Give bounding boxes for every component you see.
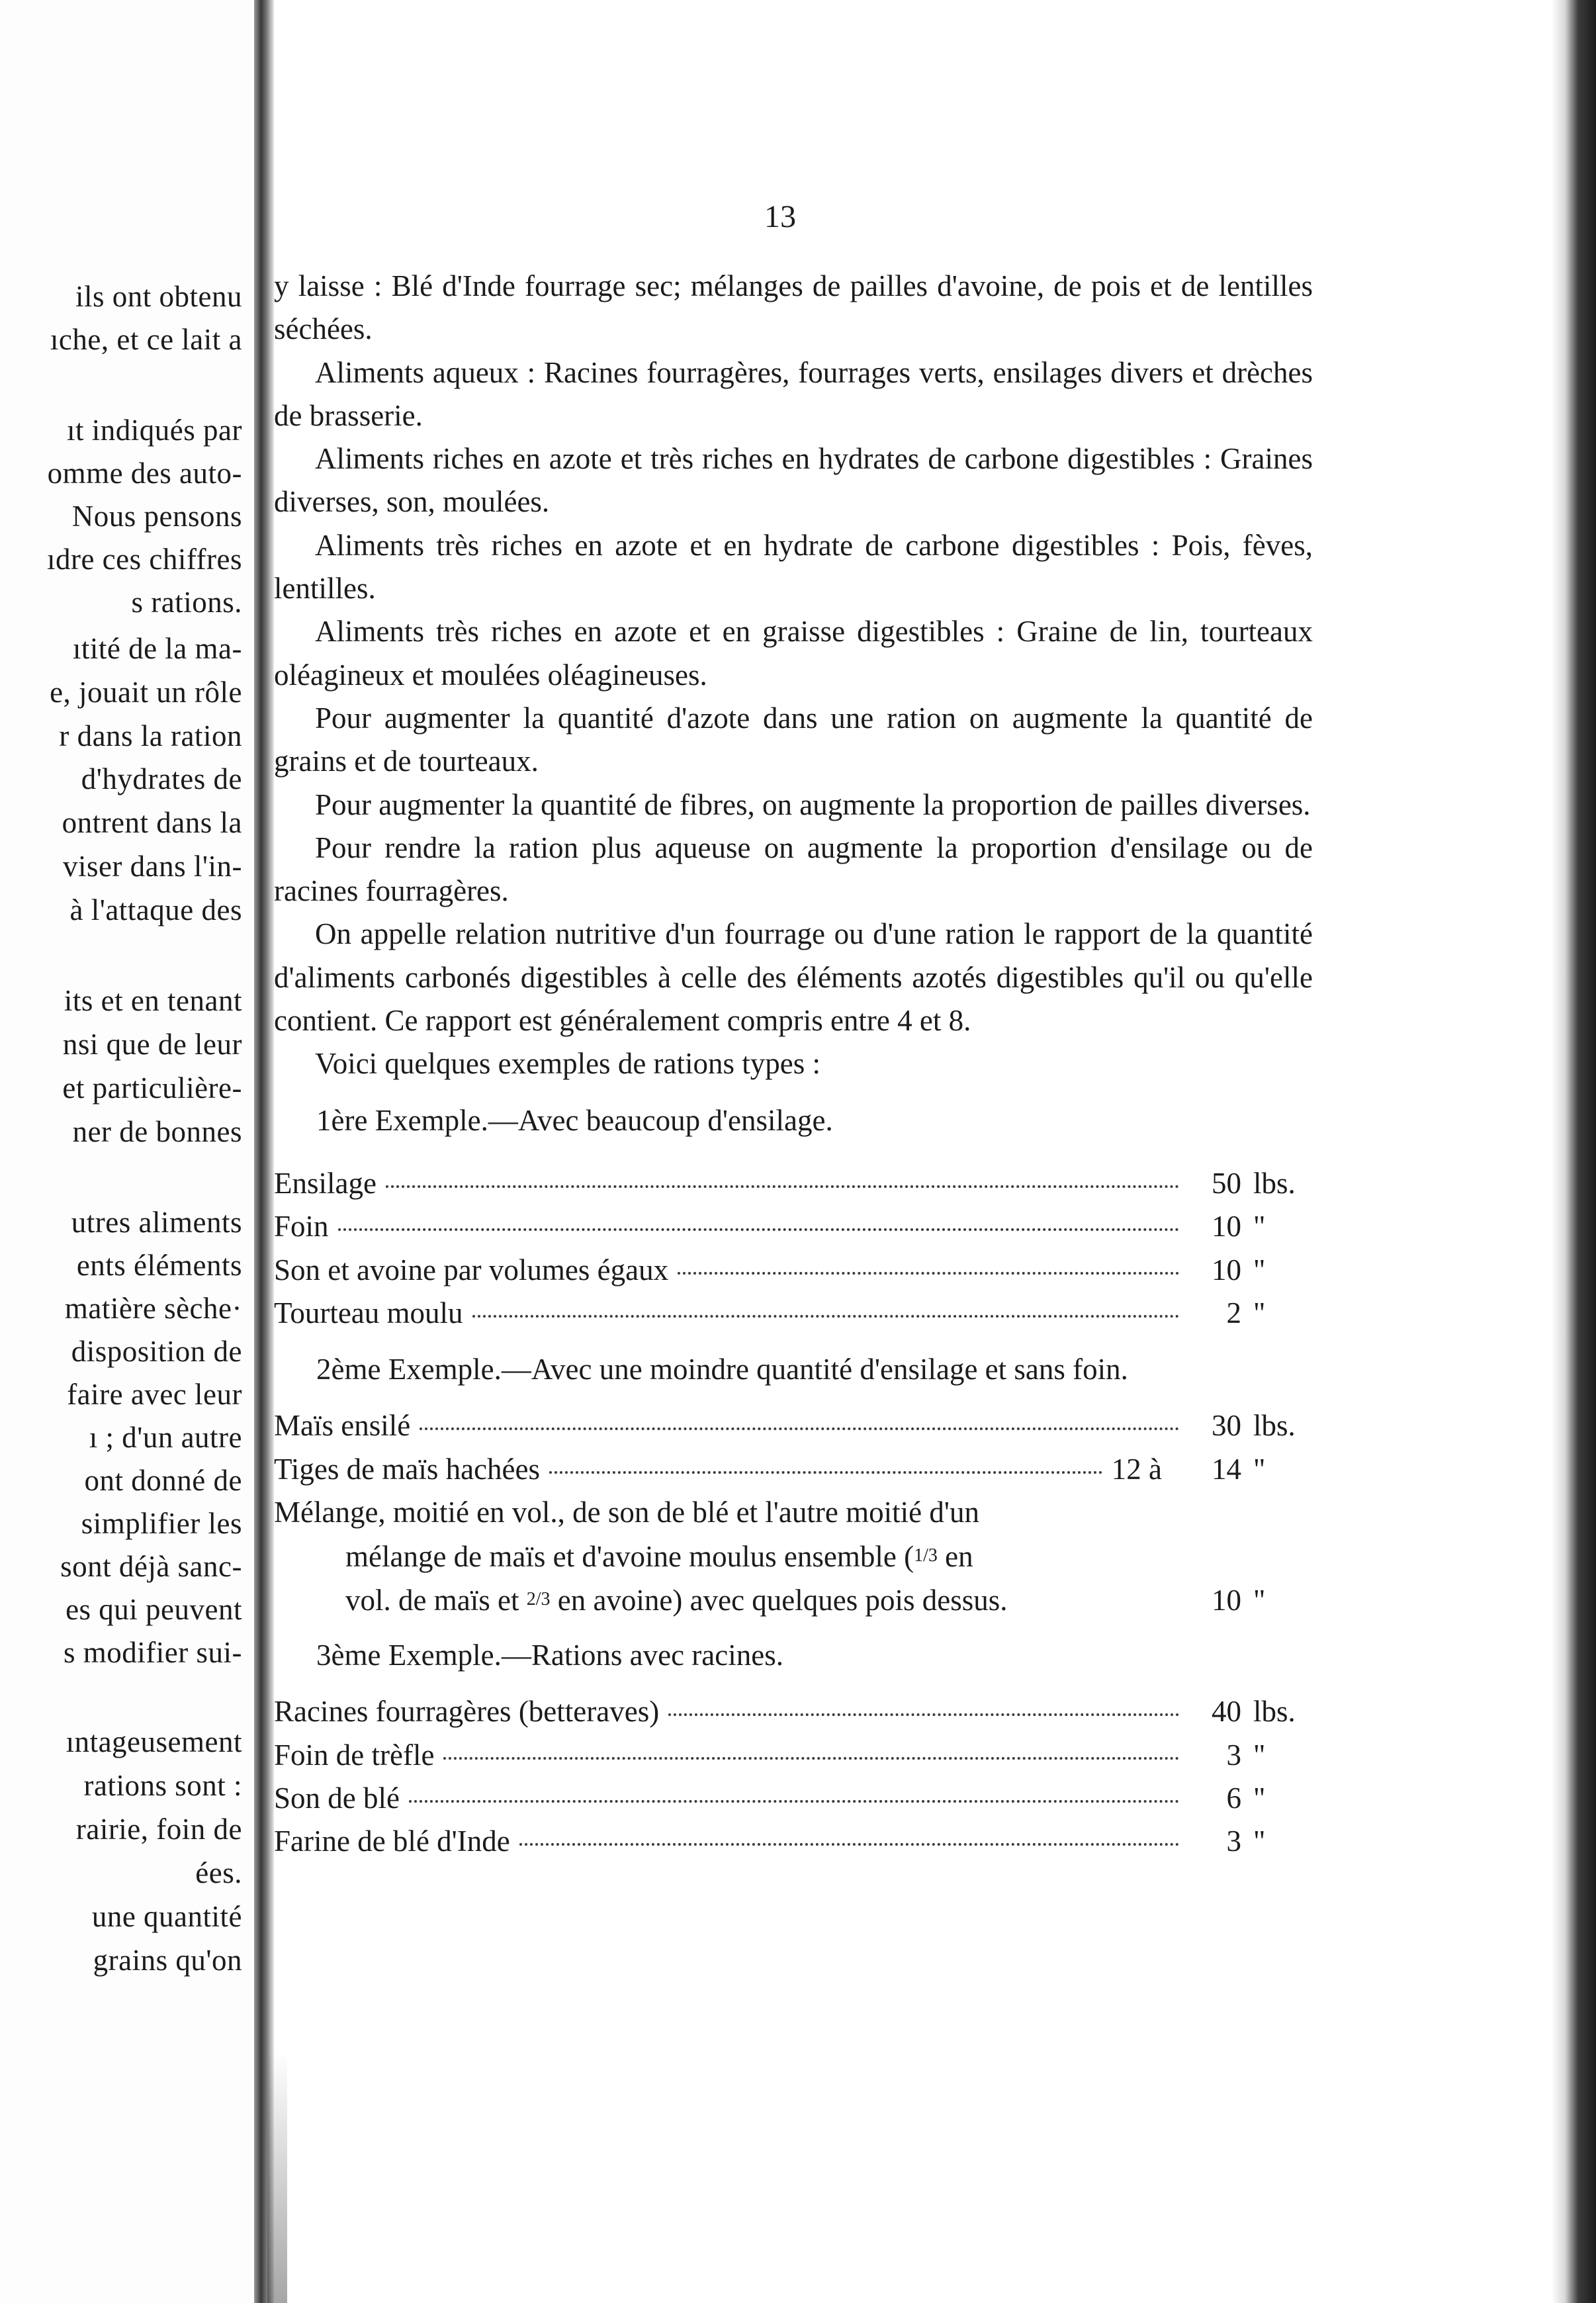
dot-leader [668, 1713, 1179, 1716]
example-2-table [274, 1404, 1313, 1620]
quantity-range-start: 12 à [1111, 1452, 1162, 1486]
left-page-line: sont déjà sanc- [60, 1550, 242, 1583]
book-gutter [254, 0, 274, 2303]
mix-text: mélange de maïs et d'avoine moulus ensemble ( [345, 1540, 914, 1574]
quantity: 10 [1212, 1583, 1241, 1617]
ration-row [274, 1734, 1313, 1777]
ingredient-label: Ensilage [274, 1166, 377, 1200]
left-page-line: faire avec leur [67, 1378, 242, 1411]
unit: lbs. [1253, 1166, 1296, 1200]
mix-line [274, 1534, 973, 1578]
quantity: 30 [1212, 1409, 1241, 1443]
left-page-line: ées. [195, 1856, 242, 1889]
ingredient-label: Tourteau moulu [274, 1296, 463, 1330]
paragraph: Aliments très riches en azote et en hydrate de carbone digestibles : Pois, fèves, lentilles. [274, 528, 1313, 606]
left-page-line: e, jouait un rôle [50, 676, 242, 709]
unit: lbs. [1253, 1409, 1296, 1443]
left-page-line: ıtité de la ma- [72, 632, 242, 665]
ration-row [274, 1404, 1313, 1447]
ration-row [274, 1162, 1313, 1205]
dot-leader [338, 1228, 1179, 1231]
quantity: 10 [1212, 1253, 1241, 1287]
example-2-title: 2ème Exemple.—Avec une moindre quantité d'ensilage et sans foin. [316, 1353, 1128, 1386]
mix-text: en [937, 1540, 973, 1574]
unit: " [1253, 1738, 1266, 1772]
left-page-line: d'hydrates de [81, 762, 242, 795]
left-page-line: ont donné de [84, 1464, 242, 1497]
left-page-line: es qui peuvent [66, 1593, 242, 1626]
quantity: 2 [1226, 1296, 1241, 1330]
quantity: 50 [1212, 1166, 1241, 1200]
left-page-line: viser dans l'in- [62, 850, 242, 883]
paragraph: Pour augmenter la quantité de fibres, on augmente la proportion de pailles diverses. [315, 788, 1311, 821]
unit: " [1253, 1781, 1266, 1815]
left-page-line: omme des auto- [47, 457, 242, 490]
left-page-line: ontrent dans la [62, 806, 242, 839]
ingredient-label: Tiges de maïs hachées [274, 1452, 541, 1486]
paragraph: Voici quelques exemples de rations types : [315, 1047, 821, 1081]
left-page-line: simplifier les [81, 1507, 242, 1540]
unit: " [1253, 1583, 1266, 1617]
unit: " [1253, 1296, 1266, 1330]
mix-text: en avoine) avec quelques pois dessus. [550, 1583, 1008, 1617]
ingredient-label: Farine de blé d'Inde [274, 1825, 510, 1858]
ration-row [274, 1249, 1313, 1292]
dot-leader [519, 1843, 1179, 1846]
quantity: 14 [1212, 1452, 1241, 1486]
dot-leader [386, 1185, 1179, 1188]
left-page-line: disposition de [71, 1335, 242, 1368]
quantity: 10 [1212, 1210, 1241, 1243]
ration-row [274, 1205, 1313, 1248]
ration-row [274, 1820, 1313, 1863]
dot-leader [549, 1471, 1102, 1474]
left-page-line: r dans la ration [59, 719, 242, 752]
ingredient-label: Foin [274, 1210, 329, 1243]
ration-row [274, 1448, 1313, 1491]
left-page-line: ıt indiqués par [67, 414, 242, 447]
left-page-line: et particulière- [62, 1071, 242, 1105]
left-page-line: à l'attaque des [69, 893, 242, 926]
quantity: 3 [1226, 1825, 1241, 1858]
example-3-table [274, 1690, 1313, 1863]
gutter-shadow [267, 2052, 287, 2303]
left-page-line: ıdre ces chiffres [46, 543, 242, 576]
unit: lbs. [1253, 1695, 1296, 1729]
left-page-line: ıche, et ce lait a [50, 323, 242, 356]
example-1-table [274, 1162, 1313, 1335]
left-page-line: nsi que de leur [62, 1028, 242, 1061]
quantity: 3 [1226, 1738, 1241, 1772]
paragraph: Aliments riches en azote et très riches en hydrates de carbone digestibles : Graines diverses, son, moulées. [274, 442, 1313, 519]
page-body [274, 265, 1313, 1863]
quantity: 40 [1212, 1695, 1241, 1729]
paragraph: Pour rendre la ration plus aqueuse on augmente la proportion d'ensilage ou de racines fourragères. [274, 831, 1313, 908]
unit: " [1253, 1210, 1266, 1243]
paragraph: Aliments aqueux : Racines fourragères, fourrages verts, ensilages divers et drèches de brasserie. [274, 355, 1313, 432]
dot-leader [678, 1272, 1179, 1275]
left-page-line: rations sont : [83, 1769, 242, 1802]
mix-line: Mélange, moitié en vol., de son de blé et l'autre moitié d'un [274, 1496, 979, 1529]
ration-row [274, 1491, 1313, 1534]
fraction: 2/3 [526, 1588, 551, 1609]
page-number: 13 [764, 199, 796, 234]
unit: " [1253, 1825, 1266, 1858]
left-facing-page [0, 0, 259, 2303]
left-page-line: grains qu'on [93, 1944, 242, 1977]
dot-leader [472, 1315, 1179, 1318]
unit: " [1253, 1253, 1266, 1287]
page-edge-shadow [1552, 0, 1596, 2303]
dot-leader [443, 1757, 1179, 1760]
dot-leader [420, 1427, 1179, 1430]
mix-text: vol. de maïs et [345, 1583, 527, 1617]
paragraph: Aliments très riches en azote et en graisse digestibles : Graine de lin, tourteaux oléagineux et moulées oléagineuses. [274, 615, 1313, 692]
ration-row [274, 1578, 1313, 1621]
left-page-line: rairie, foin de [75, 1813, 242, 1846]
ration-row [274, 1534, 1313, 1577]
left-page-line: matière sèche· [64, 1292, 242, 1325]
left-page-line: ents éléments [76, 1249, 242, 1282]
example-1-title: 1ère Exemple.—Avec beaucoup d'ensilage. [316, 1103, 833, 1137]
quantity: 6 [1226, 1781, 1241, 1815]
ingredient-label: Foin de trèfle [274, 1738, 435, 1772]
mix-line [274, 1578, 1008, 1622]
left-page-line: ı ; d'un autre [89, 1421, 242, 1454]
left-page-line: s modifier sui- [64, 1636, 242, 1669]
paragraph: y laisse : Blé d'Inde fourrage sec; mélanges de pailles d'avoine, de pois et de lentilles séchées. [274, 269, 1313, 346]
left-page-line: une quantité [91, 1900, 242, 1933]
ingredient-label: Son de blé [274, 1781, 400, 1815]
paragraph: Pour augmenter la quantité d'azote dans une ration on augmente la quantité de grains et de tourteaux. [274, 701, 1313, 778]
left-page-line: ıntageusement [66, 1725, 242, 1758]
example-3-title: 3ème Exemple.—Rations avec racines. [316, 1638, 783, 1672]
fraction: 1/3 [914, 1545, 938, 1566]
paragraph: On appelle relation nutritive d'un fourrage ou d'une ration le rapport de la quantité d'aliments carbonés digestibles à celle des éléments azotés digestibles qu'il ou qu'elle contient. Ce rapport est généralement compris entre 4 et 8. [274, 917, 1313, 1038]
ingredient-label: Maïs ensilé [274, 1409, 411, 1443]
left-page-line: ner de bonnes [72, 1115, 242, 1148]
left-page-line: utres aliments [71, 1206, 242, 1239]
left-page-line: s rations. [131, 586, 242, 619]
left-page-line: its et en tenant [64, 984, 242, 1017]
ingredient-label: Son et avoine par volumes égaux [274, 1253, 669, 1287]
ration-row [274, 1690, 1313, 1733]
left-page-line: ils ont obtenu [75, 280, 242, 313]
ration-row [274, 1292, 1313, 1335]
ration-row [274, 1777, 1313, 1820]
left-page-line: Nous pensons [71, 500, 242, 533]
unit: " [1253, 1452, 1266, 1486]
ingredient-label: Racines fourragères (betteraves) [274, 1695, 660, 1729]
dot-leader [409, 1800, 1179, 1803]
